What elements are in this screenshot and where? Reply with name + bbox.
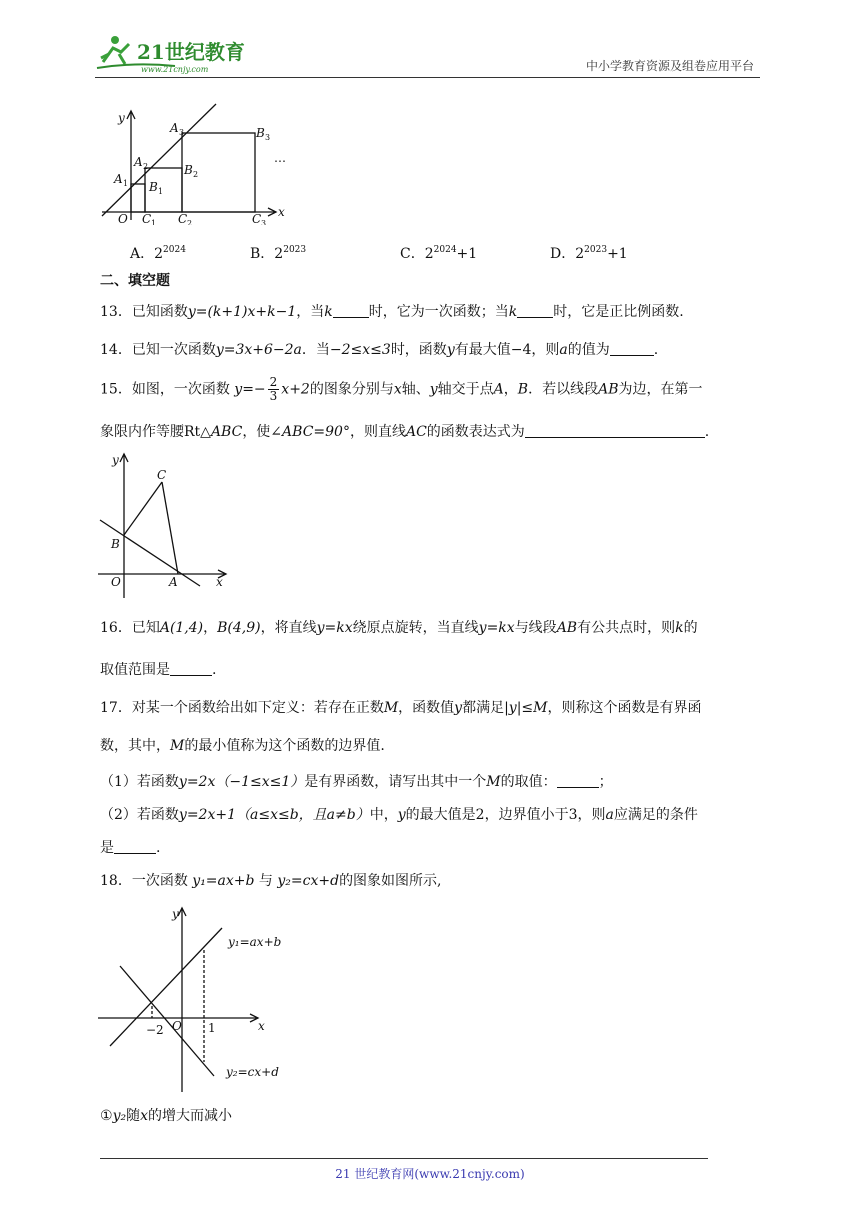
fig12-label-ellipsis: … <box>274 151 286 165</box>
blank-13-2[interactable] <box>517 303 553 318</box>
fig12-label-B2: B <box>184 163 193 177</box>
choice-c[interactable]: C．$2^{2024}+1$ <box>400 245 478 262</box>
fig15-label-y: y <box>112 453 119 467</box>
fraction-2-3: $\frac{2}{3}$ <box>269 375 278 403</box>
question-17-part1: （1）若函数y=2x（−1≤x≤1）是有界函数，请写出其中一个M的取值： ； <box>100 774 613 790</box>
fig12-label-A3-sub: 3 <box>179 128 185 137</box>
question-15-line2: 象限内作等腰Rt△ABC，使∠ABC=90°，则直线AC的函数表达式为 . <box>100 424 710 440</box>
footer-divider <box>100 1158 708 1159</box>
logo-text: 21世纪教育 <box>137 40 245 64</box>
fig15-label-C: C <box>157 468 167 482</box>
fig12-label-A2-sub: 2 <box>143 162 149 171</box>
figure-q15 <box>96 448 236 598</box>
site-logo <box>95 32 265 74</box>
statement-1: ①y₂随x的增大而减小 <box>100 1108 232 1124</box>
fig12-label-C2-sub: 2 <box>187 219 193 225</box>
header-slogan: 中小学教育资源及组卷应用平台 <box>585 59 754 73</box>
fig18-label-O: O <box>172 1019 182 1033</box>
logo-url: www.21cnjy.com <box>141 65 209 74</box>
footer-link[interactable]: 21 世纪教育网(www.21cnjy.com) <box>335 1167 525 1181</box>
fig12-label-B3-sub: 3 <box>265 133 271 142</box>
fig12-label-A1: A <box>114 172 123 186</box>
blank-17-1[interactable] <box>557 773 599 788</box>
fig12-label-y: y <box>118 111 125 125</box>
fig12-label-A3: A <box>170 121 179 135</box>
choice-a[interactable]: A．$2^{2024}$ <box>130 245 186 262</box>
fig12-label-C2: C <box>178 212 188 225</box>
fig18-label-y1: y₁=ax+b <box>228 935 282 949</box>
fig15-label-B: B <box>111 537 120 551</box>
blank-15[interactable] <box>525 423 705 438</box>
figure-q12 <box>98 100 298 225</box>
fig12-label-C3: C <box>252 212 262 225</box>
question-16: 16．已知A(1,4)，B(4,9)，将直线y=kx绕原点旋转，当直线y=kx与线段AB有公共点时，则k的 <box>100 620 698 636</box>
question-16-line2: 取值范围是 . <box>100 662 217 678</box>
fig18-label-x: x <box>258 1019 265 1033</box>
figure-q18 <box>96 902 306 1094</box>
fig18-label-1: 1 <box>208 1021 216 1035</box>
fig12-label-A1-sub: 1 <box>123 179 129 188</box>
fig12-label-x: x <box>278 205 285 219</box>
page-header <box>95 32 760 78</box>
blank-13-1[interactable] <box>333 303 369 318</box>
fig12-label-C3-sub: 3 <box>261 219 267 225</box>
fig12-label-B2-sub: 2 <box>193 170 199 179</box>
question-17: 17．对某一个函数给出如下定义：若存在正数M，函数值y都满足|y|≤M，则称这个函数是有界函 <box>100 700 702 716</box>
fig18-label-neg2: −2 <box>146 1023 164 1037</box>
question-18: 18．一次函数 y₁=ax+b 与 y₂=cx+d的图象如图所示, <box>100 873 442 889</box>
fig12-label-B1: B <box>149 180 158 194</box>
question-13: 13．已知函数y=(k+1)x+k−1，当k 时，它为一次函数；当k 时，它是正比例函数. <box>100 304 684 320</box>
fig12-label-C1: C <box>142 212 152 225</box>
question-17-part2: （2）若函数y=2x+1（a≤x≤b，且a≠b）中，y的最大值是2，边界值小于3，则a应满足的条件 <box>100 807 698 823</box>
fig18-label-y: y <box>172 907 179 921</box>
blank-17-2[interactable] <box>114 839 156 854</box>
question-14: 14．已知一次函数y=3x+6−2a．当−2≤x≤3时，函数y有最大值−4，则a的值为 . <box>100 342 659 358</box>
fig12-label-B3: B <box>256 126 265 140</box>
question-17-line2: 数，其中，M的最小值称为这个函数的边界值. <box>100 738 385 754</box>
fig18-label-y2: y₂=cx+d <box>226 1065 279 1079</box>
fig12-label-C1-sub: 1 <box>151 219 157 225</box>
fig15-label-A: A <box>169 575 178 589</box>
choice-d[interactable]: D．$2^{2023}+1$ <box>550 245 628 262</box>
question-17-part2-line2: 是 . <box>100 840 161 856</box>
question-15: 15．如图，一次函数 y=− $\frac{2}{3}$ x+2的图象分别与x轴、y轴交于点A，B．若以线段AB为边，在第一 <box>100 375 703 403</box>
choice-b[interactable]: B．$2^{2023}$ <box>250 245 307 262</box>
fig12-label-O: O <box>118 212 128 225</box>
fig12-label-A2: A <box>134 155 143 169</box>
fig15-label-x: x <box>216 575 223 589</box>
blank-16[interactable] <box>170 661 212 676</box>
fig15-label-O: O <box>111 575 121 589</box>
section-title: 二、填空题 <box>100 273 170 289</box>
fig12-label-B1-sub: 1 <box>158 187 164 196</box>
blank-14[interactable] <box>610 341 654 356</box>
